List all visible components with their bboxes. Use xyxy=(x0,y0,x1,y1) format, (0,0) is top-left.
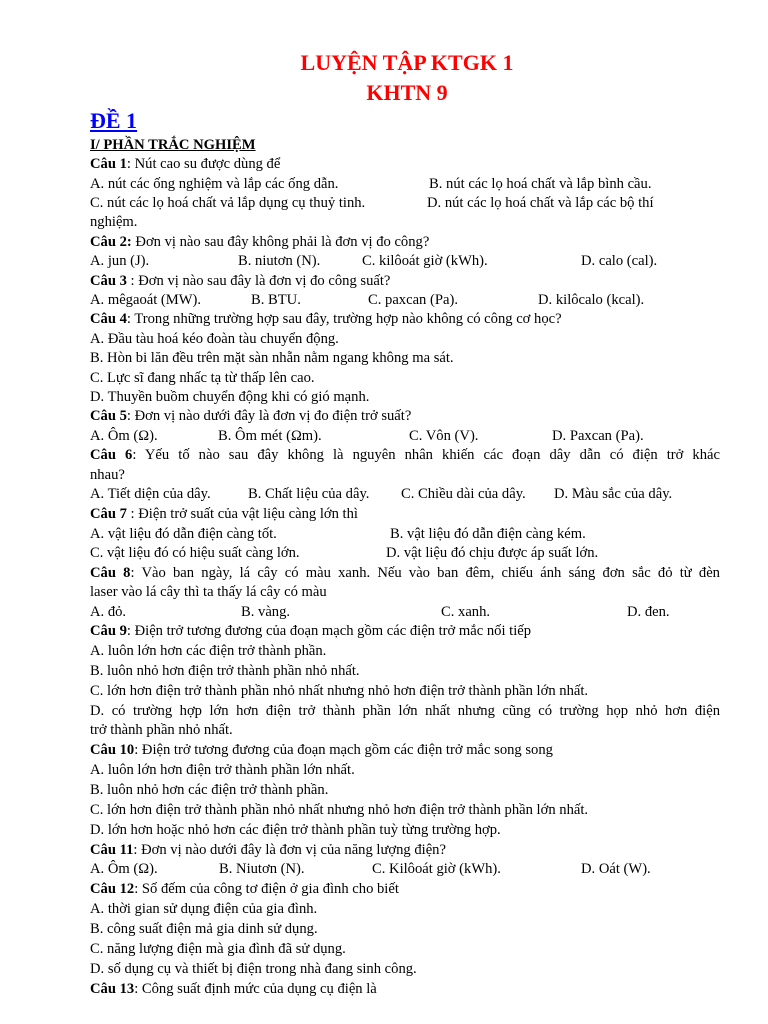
question-6-cont: nhau? xyxy=(90,467,125,483)
q4-option-d: D. Thuyền buồm chuyển động khi có gió mạnh. xyxy=(90,389,370,405)
title-line-1: LUYỆN TẬP KTGK 1 xyxy=(300,50,514,75)
q6-option-b: B. Chất liệu của dây. xyxy=(248,486,370,502)
q2-option-b: B. niutơn (N). xyxy=(238,253,321,269)
q10-option-b: B. luôn nhỏ hơn các điện trở thành phần. xyxy=(90,782,329,798)
q9-option-d-cont: trở thành phần nhỏ nhất. xyxy=(90,722,233,738)
q3-option-d: D. kilôcalo (kcal). xyxy=(538,292,645,308)
question-7: Câu 7 : Điện trở suất của vật liệu càng lớn thì xyxy=(90,506,358,522)
question-4: Câu 4: Trong những trường hợp sau đây, trường hợp nào không có công cơ học? xyxy=(90,311,562,327)
q7-option-d: D. vật liệu đó chịu được áp suất lớn. xyxy=(386,545,599,561)
question-8-cont: laser vào lá cây thì ta thấy lá cây có màu xyxy=(90,584,327,600)
q9-option-d: D. có trường hợp lớn hơn điện trở thành phần lớn nhất nhưng cũng có trường họp nhỏ hơn điện xyxy=(90,703,720,719)
q9-option-a: A. luôn lớn hơn các điện trở thành phần. xyxy=(90,643,327,659)
q3-option-c: C. paxcan (Pa). xyxy=(368,292,458,308)
q6-option-c: C. Chiều dài của dây. xyxy=(401,486,526,502)
q12-option-a: A. thời gian sử dụng điện của gia đình. xyxy=(90,901,318,917)
q3-option-b: B. BTU. xyxy=(251,292,301,308)
q11-option-c: C. Kilôoát giờ (kWh). xyxy=(372,861,501,877)
q6-option-d: D. Màu sắc của dây. xyxy=(554,486,673,502)
q1-option-c: C. nút các lọ hoá chất vả lắp dụng cụ thuỷ tinh. xyxy=(90,195,366,211)
question-11: Câu 11: Đơn vị nào dưới đây là đơn vị của năng lượng điện? xyxy=(90,842,446,858)
q10-option-a: A. luôn lớn hơn điện trở thành phần lớn nhất. xyxy=(90,762,355,778)
q1-option-d: D. nút các lọ hoá chất và lắp các bộ thí xyxy=(427,195,654,211)
q11-option-d: D. Oát (W). xyxy=(581,861,651,877)
q7-option-b: B. vật liệu đó dẫn điện càng kém. xyxy=(390,526,586,542)
title-line-2: KHTN 9 xyxy=(366,80,448,105)
q5-option-b: B. Ôm mét (Ωm). xyxy=(218,428,322,444)
q3-option-a: A. mêgaoát (MW). xyxy=(90,292,202,308)
q1-option-b: B. nút các lọ hoá chất và lắp bình cầu. xyxy=(429,176,652,192)
question-13: Câu 13: Công suất định mức của dụng cụ điện là xyxy=(90,981,377,997)
q1-option-a: A. nút các ống nghiệm và lắp các ống dẫn. xyxy=(90,176,339,192)
question-8: Câu 8: Vào ban ngày, lá cây có màu xanh. Nếu vào ban đêm, chiếu ánh sáng đơn sắc đỏ từ đèn xyxy=(90,565,720,581)
section-title: I/ PHẦN TRẮC NGHIỆM xyxy=(90,137,256,153)
q11-option-a: A. Ôm (Ω). xyxy=(90,861,158,877)
question-6: Câu 6: Yếu tố nào sau đây không là nguyên nhân khiến các đoạn dây dẫn có điện trở khác xyxy=(90,447,720,463)
question-10: Câu 10: Điện trở tương đương của đoạn mạch gồm các điện trở mắc song song xyxy=(90,742,553,758)
q2-option-a: A. jun (J). xyxy=(90,253,150,269)
q12-option-c: C. năng lượng điện mà gia đình đã sử dụng. xyxy=(90,941,346,957)
question-2: Câu 2: Đơn vị nào sau đây không phải là đơn vị đo công? xyxy=(90,234,430,250)
question-9: Câu 9: Điện trở tương đương của đoạn mạch gồm các điện trở mắc nối tiếp xyxy=(90,623,532,639)
q2-option-d: D. calo (cal). xyxy=(581,253,658,269)
q6-option-a: A. Tiết diện của dây. xyxy=(90,486,211,502)
q12-option-b: B. công suất điện mả gia dinh sử dụng. xyxy=(90,921,318,937)
question-5: Câu 5: Đơn vị nào dưới đây là đơn vị đo điện trở suất? xyxy=(90,408,412,424)
q9-option-b: B. luôn nhỏ hơn điện trở thành phần nhỏ nhất. xyxy=(90,663,360,679)
q2-option-c: C. kilôoát giờ (kWh). xyxy=(362,253,488,269)
q10-option-c: C. lớn hơn điện trở thành phần nhỏ nhất nhưng nhỏ hơn điện trở thành phần lớn nhất. xyxy=(90,802,589,818)
q11-option-b: B. Niutơn (N). xyxy=(219,861,305,877)
q8-option-a: A. đỏ. xyxy=(90,604,127,620)
q8-option-d: D. đen. xyxy=(627,604,670,620)
q4-option-a: A. Đầu tàu hoá kéo đoàn tàu chuyển động. xyxy=(90,331,339,347)
question-3: Câu 3 : Đơn vị nào sau đây là đơn vị đo công suất? xyxy=(90,273,391,289)
q9-option-c: C. lớn hơn điện trở thành phần nhỏ nhất nhưng nhỏ hơn điện trở thành phần lớn nhất. xyxy=(90,683,589,699)
q8-option-b: B. vàng. xyxy=(241,604,291,620)
exam-label: ĐỀ 1 xyxy=(90,108,138,133)
q8-option-c: C. xanh. xyxy=(441,604,491,620)
question-12: Câu 12: Số đếm của công tơ điện ở gia đình cho biết xyxy=(90,881,399,897)
q1-option-d-cont: nghiệm. xyxy=(90,214,138,230)
q12-option-d: D. số dụng cụ và thiết bị điện trong nhà đang sinh công. xyxy=(90,961,417,977)
q7-option-a: A. vật liệu đó dẫn điện càng tốt. xyxy=(90,526,277,542)
q4-option-b: B. Hòn bi lăn đều trên mặt sàn nhẵn nằm ngang không ma sát. xyxy=(90,350,454,366)
q5-option-c: C. Vôn (V). xyxy=(409,428,479,444)
q4-option-c: C. Lực sĩ đang nhấc tạ từ thấp lên cao. xyxy=(90,370,315,386)
q5-option-a: A. Ôm (Ω). xyxy=(90,428,158,444)
q10-option-d: D. lớn hơn hoặc nhỏ hơn các điện trở thành phần tuỳ từng trường hợp. xyxy=(90,822,501,838)
q7-option-c: C. vật liệu đó có hiệu suất càng lớn. xyxy=(90,545,300,561)
q5-option-d: D. Paxcan (Pa). xyxy=(552,428,644,444)
question-1: Câu 1: Nút cao su được dùng để xyxy=(90,156,281,172)
